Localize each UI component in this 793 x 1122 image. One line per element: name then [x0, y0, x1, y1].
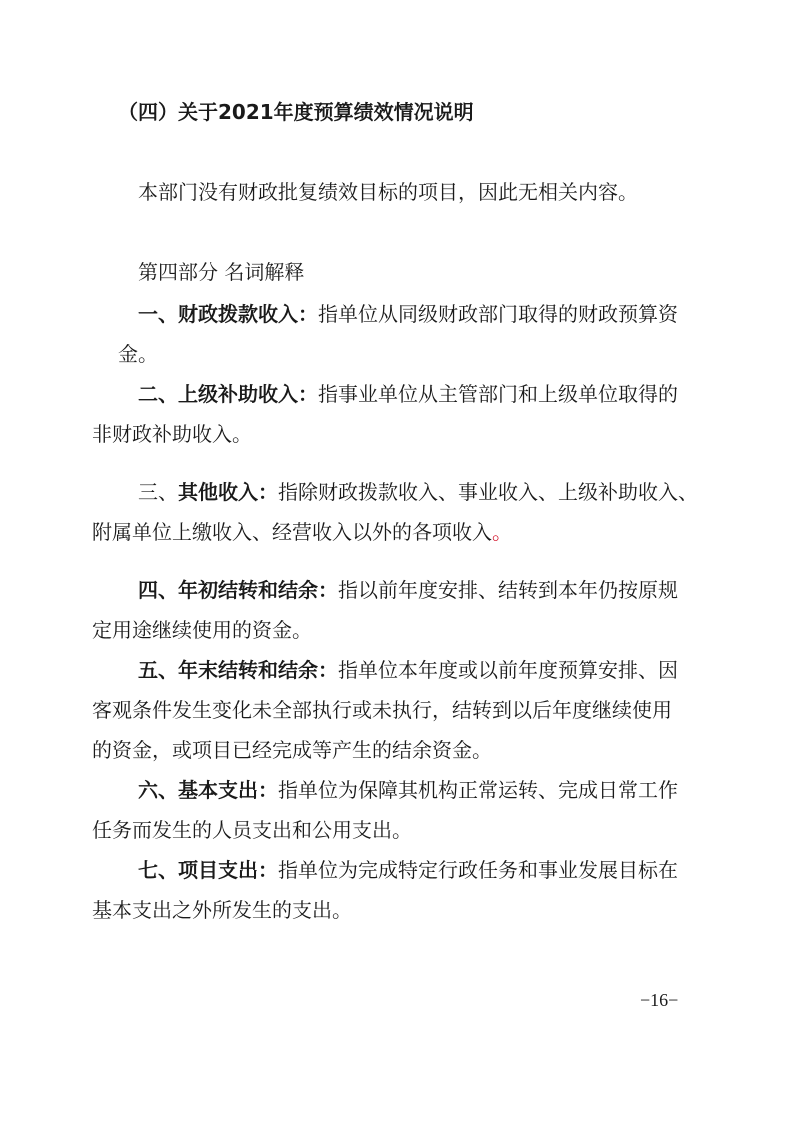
- term-3-end-mark: 。: [492, 520, 512, 544]
- term-6-line-1: [138, 776, 678, 804]
- term-2-line-1: [138, 380, 678, 408]
- term-2-text: 指事业单位从主管部门和上级单位取得的: [318, 382, 678, 406]
- page-number: −16−: [640, 990, 679, 1010]
- term-5-line-3: 的资金，或项目已经完成等产生的结余资金。: [92, 738, 492, 762]
- term-6-line-2: 任务而发生的人员支出和公用支出。: [92, 818, 412, 842]
- term-5-line-1: [138, 656, 678, 684]
- term-7-line-1: [138, 856, 678, 884]
- term-3-line-1: [138, 478, 698, 506]
- term-6-label: 六、基本支出：: [138, 778, 278, 802]
- term-4-label: 四、年初结转和结余：: [138, 578, 338, 602]
- term-5-text: 指单位本年度或以前年度预算安排、因: [338, 658, 678, 682]
- term-4-text: 指以前年度安排、结转到本年仍按原规: [338, 578, 678, 602]
- term-4-line-1: [138, 576, 678, 604]
- term-1-text: 指单位从同级财政部门取得的财政预算资: [318, 302, 678, 326]
- term-3-text-2: 附属单位上缴收入、经营收入以外的各项收入: [92, 520, 492, 544]
- term-6-text: 指单位为保障其机构正常运转、完成日常工作: [278, 778, 678, 802]
- term-7-line-2: 基本支出之外所发生的支出。: [92, 898, 352, 922]
- term-2-label: 二、上级补助收入：: [138, 382, 318, 406]
- term-5-label: 五、年末结转和结余：: [138, 658, 338, 682]
- term-3-text: 指除财政拨款收入、事业收入、上级补助收入、: [278, 480, 698, 504]
- part-heading: 第四部分 名词解释: [138, 260, 305, 284]
- term-1-label: 一、财政拨款收入：: [138, 302, 318, 326]
- section-heading: （四）关于2021年度预算绩效情况说明: [118, 100, 474, 124]
- term-1-line-1: [138, 300, 678, 328]
- term-3-line-2: [92, 518, 512, 546]
- term-3-prefix: 三、: [138, 480, 178, 504]
- term-3-label: 其他收入：: [178, 480, 278, 504]
- term-4-line-2: 定用途继续使用的资金。: [92, 618, 312, 642]
- section-body: 本部门没有财政批复绩效目标的项目，因此无相关内容。: [138, 180, 638, 204]
- term-1-line-2: 金。: [118, 342, 158, 366]
- term-2-line-2: 非财政补助收入。: [92, 422, 252, 446]
- term-7-text: 指单位为完成特定行政任务和事业发展目标在: [278, 858, 678, 882]
- term-7-label: 七、项目支出：: [138, 858, 278, 882]
- term-5-line-2: 客观条件发生变化未全部执行或未执行，结转到以后年度继续使用: [92, 698, 672, 722]
